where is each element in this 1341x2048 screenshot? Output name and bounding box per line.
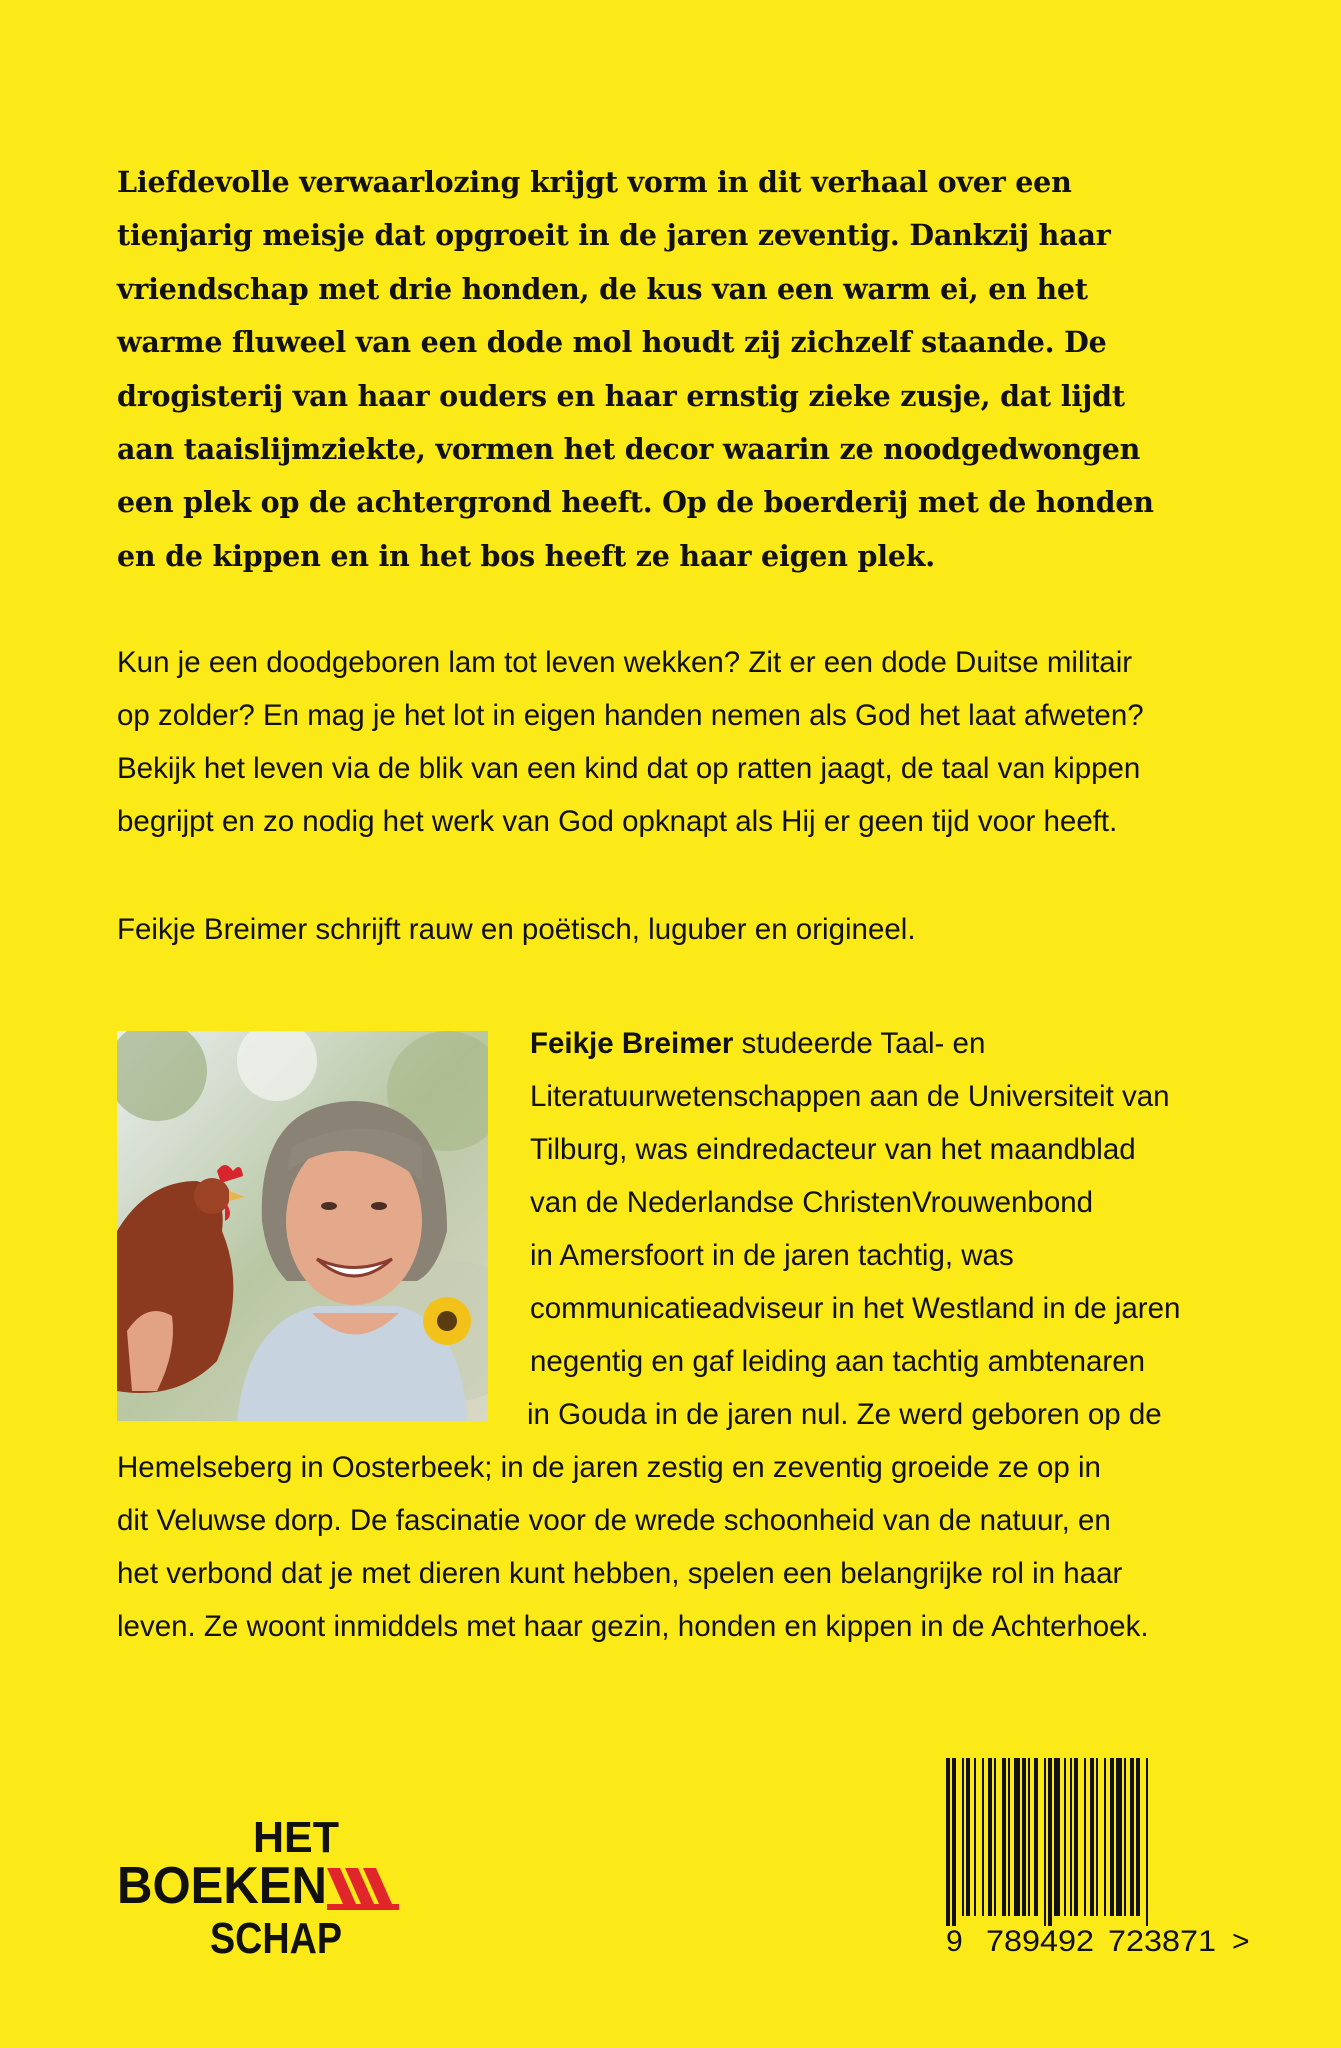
bio-line: in Amersfoort in de jaren tachtig, was bbox=[530, 1239, 1014, 1272]
bio-line: Tilburg, was eindredacteur van het maandblad bbox=[530, 1133, 1136, 1166]
barcode-bar bbox=[1110, 1758, 1114, 1916]
barcode-bar bbox=[1090, 1758, 1094, 1916]
barcode-bar bbox=[1146, 1758, 1148, 1926]
barcode-bar bbox=[1034, 1758, 1038, 1916]
lead-line: tienjarig meisje dat opgroeit in de jaren zeventig. Dankzij haar bbox=[117, 218, 1111, 253]
barcode-bar bbox=[1022, 1758, 1026, 1916]
questions-line: Bekijk het leven via de blik van een kind dat op ratten jaagt, de taal van kippen bbox=[117, 752, 1141, 785]
bio-line: van de Nederlandse ChristenVrouwenbond bbox=[530, 1186, 1094, 1219]
barcode-group1: 789492 bbox=[986, 1925, 1094, 1958]
barcode-bar bbox=[988, 1758, 992, 1916]
barcode-bar bbox=[982, 1758, 984, 1916]
barcode-bar bbox=[946, 1758, 950, 1926]
barcode-bar bbox=[1136, 1758, 1140, 1916]
author-bio bbox=[0, 1017, 1341, 1653]
barcode-bars bbox=[946, 1758, 1148, 1926]
barcode-bar bbox=[1002, 1758, 1006, 1916]
barcode-bar bbox=[1064, 1758, 1066, 1916]
lead-line: en de kippen en in het bos heeft ze haar eigen plek. bbox=[117, 538, 936, 573]
author-name: Feikje Breimer bbox=[530, 1027, 734, 1060]
lead-line: aan taaislijmziekte, vormen het decor waarin ze noodgedwongen bbox=[117, 432, 1141, 467]
bio-line: het verbond dat je met dieren kunt hebben, spelen een belangrijke rol in haar bbox=[117, 1557, 1123, 1590]
barcode-bar bbox=[974, 1758, 976, 1916]
barcode-bar bbox=[1104, 1758, 1106, 1916]
lead-line: vriendschap met drie honden, de kus van een warm ei, en het bbox=[117, 271, 1088, 306]
questions-line: begrijpt en zo nodig het werk van God opknapt als Hij er geen tijd voor heeft. bbox=[117, 805, 1118, 838]
bio-line: leven. Ze woont inmiddels met haar gezin, honden en kippen in de Achterhoek. bbox=[117, 1610, 1149, 1643]
questions-line: op zolder? En mag je het lot in eigen handen nemen als God het laat afweten? bbox=[117, 699, 1144, 732]
lead-line: Liefdevolle verwaarlozing krijgt vorm in dit verhaal over een bbox=[117, 165, 1072, 199]
bio-line: Hemelseberg in Oosterbeek; in de jaren zestig en zeventig groeide ze op in bbox=[117, 1451, 1101, 1484]
barcode-bar bbox=[1124, 1758, 1126, 1916]
barcode-bar bbox=[1130, 1758, 1134, 1916]
bio-line: in Gouda in de jaren nul. Ze werd geboren op de bbox=[527, 1398, 1162, 1431]
barcode-bar bbox=[966, 1758, 970, 1916]
barcode-bar bbox=[1048, 1758, 1052, 1926]
questions-line: Kun je een doodgeboren lam tot leven wekken? Zit er een dode Duitse militair bbox=[117, 646, 1133, 679]
barcode-arrow: > bbox=[1232, 1925, 1250, 1958]
barcode-bar bbox=[1070, 1758, 1072, 1916]
lead-line: drogisterij van haar ouders en haar ernstig zieke zusje, dat lijdt bbox=[117, 378, 1125, 413]
publisher-logo bbox=[115, 1808, 415, 1958]
bio-line: Literatuurwetenschappen aan de Universiteit van bbox=[530, 1080, 1170, 1113]
barcode-bar bbox=[1054, 1758, 1060, 1916]
lead-line: een plek op de achtergrond heeft. Op de boerderij met de honden bbox=[117, 485, 1154, 520]
barcode-bar bbox=[1014, 1758, 1020, 1916]
bio-line: negentig en gaf leiding aan tachtig ambtenaren bbox=[530, 1345, 1146, 1378]
bio-line: communicatieadviseur in het Westland in de jaren bbox=[530, 1292, 1181, 1325]
barcode-bar bbox=[1044, 1758, 1046, 1926]
bio-line: dit Veluwse dorp. De fascinatie voor de wrede schoonheid van de natuur, en bbox=[117, 1504, 1111, 1537]
blurb-lead-paragraph bbox=[117, 156, 1267, 583]
barcode-bar bbox=[1084, 1758, 1086, 1916]
logo-boeken: BOEKEN bbox=[117, 1857, 327, 1915]
barcode-bar bbox=[1028, 1758, 1030, 1916]
praise-line: Feikje Breimer schrijft rauw en poëtisch, luguber en origineel. bbox=[117, 913, 916, 946]
barcode-bar bbox=[994, 1758, 996, 1916]
barcode-bar bbox=[1074, 1758, 1078, 1916]
barcode-bar bbox=[1008, 1758, 1010, 1916]
bio-line: Feikje Breimer studeerde Taal- en bbox=[530, 1027, 986, 1060]
blurb-questions-paragraph bbox=[117, 636, 1297, 848]
logo-schap: SCHAP bbox=[210, 1914, 342, 1958]
barcode-bar bbox=[962, 1758, 964, 1916]
lead-line: warme fluweel van een dode mol houdt zij zichzelf staande. De bbox=[117, 325, 1107, 360]
barcode-bar bbox=[952, 1758, 956, 1926]
logo-books-icon bbox=[327, 1868, 399, 1910]
barcode-bar bbox=[1116, 1758, 1122, 1916]
barcode-bar bbox=[1096, 1758, 1098, 1916]
barcode-first-digit: 9 bbox=[946, 1925, 963, 1958]
barcode-group2: 723871 bbox=[1108, 1925, 1216, 1958]
isbn-barcode bbox=[946, 1758, 1266, 1958]
logo-het: HET bbox=[253, 1813, 340, 1862]
